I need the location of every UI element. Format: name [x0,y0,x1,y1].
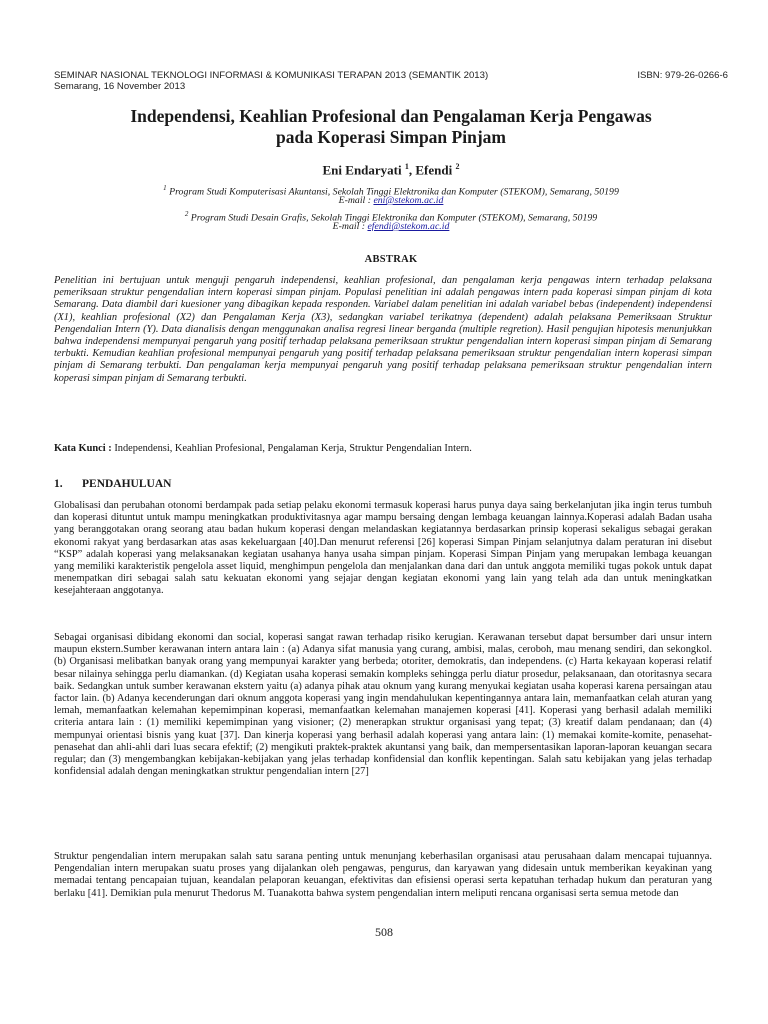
paper-title-line-1: Independensi, Keahlian Profesional dan Pengalaman Kerja Pengawas [130,106,652,126]
keywords-label: Kata Kunci : [54,443,115,454]
email-link[interactable]: eni@stekom.ac.id [373,195,444,206]
affiliation-text: Program Studi Desain Grafis, Sekolah Tinggi Elektronika dan Komputer (STEKOM), Semarang, 50199 [190,212,598,224]
abstract-text: Penelitian ini bertujuan untuk menguji pengaruh independensi, keahlian profesional, dan pengalaman kerja pengawas intern terhadap pelaksana pemeriksaan struktur pengendalian intern koperasi simpan pinjam. Populasi penelitian ini adalah pengawas intern pada koperasi simpan pinjam di kota Semarang. Data diambil dari kuesioner yang dibagikan kepada responden. Variabel dalam penelitian ini adalah variabel bebas (independent) independensi (X1), keahlian profesional (X2) dan Pengalaman Kerja (X3), sedangkan variabel terikatnya (dependent) adalah pelaksana Pemeriksaan Struktur Pengendalian Intern (Y). Data dianalisis dengan menggunakan analisa regresi linear berganda (multiple regretion). Hasil pengujian hipotesis menunjukkan bahwa independensi mempunyai pengaruh yang positif terhadap pelaksana pemeriksaan struktur pengendalian intern koperasi simpan pinjam di Semarang terbukti. Kemudian keahlian profesional mempunyai pengaruh yang positif terhadap pelaksana pemeriksaan struktur pengendalian intern koperasi simpan pinjam di Semarang terbukti. Dan pengalaman kerja mempunyai pengaruh yang positif terhadap pelaksana pemeriksaan struktur pengendalian intern koperasi simpan pinjam di Semarang terbukti. [54,275,712,384]
body-paragraph-3: Struktur pengendalian intern merupakan salah satu sarana penting untuk menunjang keberhasilan organisasi atau perusahaan dalam mencapai tujuannya. Pengendalian intern merupakan suatu proses yang dijalankan oleh pengawas, pengurus, dan karyawan yang didesain untuk memberikan keyakinan yang memadai tentang pencapaian tujuan, keandalan pelaporan keuangan, efektivitas dan efisiensi operasi serta kepatuhan terhadap hukum dan peraturan yang berlaku [41]. Demikian pula menurut Thedorus M. Tuanakotta bahwa system pengendalian intern meliputi rencana organisasi serta semua metode dan [54,851,712,899]
keywords [54,443,728,454]
affiliation-mark: 1 [163,184,167,192]
author-affiliation-mark: 2 [455,162,460,171]
place-date: Semarang, 16 November 2013 [54,81,186,92]
email-label: E-mail : [338,195,374,206]
author-name: Efendi [415,162,453,178]
author-name: Eni Endaryati [322,162,402,178]
section-title: PENDAHULUAN [82,478,172,490]
body-paragraph-2: Sebagai organisasi dibidang ekonomi dan social, koperasi sangat rawan terhadap risiko kerugian. Kerawanan tersebut dapat bersumber dari unsur intern maupun ekstern.Sumber kerawanan intern antara lain : (a) Adanya sifat manusia yang curang, ambisi, malas, ceroboh, mau menang sendiri, dan sekongkol. (b) Organisasi melibatkan banyak orang yang mempunyai karakter yang berbeda; otoriter, demokratis, dan independens. (c) Harta kekayaan koperasi relatif besar nilainya sehingga perlu diamankan. (d) Kegiatan usaha koperasi semakin kompleks sehingga perlu diatur prosedur, pelaksanaan, dan otoritasnya secara baik. Sedangkan untuk sumber kerawanan ekstern yaitu (a) adanya pihak atau oknum yang kurang menyukai kegiatan usaha koperasi karena persaingan atau factor lain. (b) Adanya kecenderungan dari oknum anggota koperasi yang ingin mendahulukan kepentingannya antara lain, memanfaatkan celah aturan yang lemah, memanfaatkan kelemahan kepemimpinan koperasi, memanfaatkan kelemahan manajemen koperasi [41]. Koperasi yang berhasil adalah memiliki criteria antara lain : (1) memiliki kepemimpinan yang visioner; (2) menerapkan struktur organisasi yang tepat; (3) kreatif dalam pendanaan; dan (4) mempunyai orientasi bisnis yang kuat [37]. Dan kinerja koperasi yang berhasil adalah koperasi yang antara lain: (1) memakai komite-komite, penasehat-penasehat dan ahli-ahli dari luas secara efektif; (2) mengikuti praktek-praktek akuntansi yang baik, dan mempersentasikan laporan-laporan keuangan secara regular; dan (3) mengembangkan kebijakan-kebijakan yang jelas terhadap konfidensial dan konflik kepentingan. Salah satu kebijakan yang jelas terhadap konfidensial adalah dengan meningkatkan struktur pengendalian intern [27] [54,632,712,778]
keywords-text: Independensi, Keahlian Profesional, Pengalaman Kerja, Struktur Pengendalian Intern. [114,443,472,454]
author-affiliation-mark: 1 [404,162,409,171]
email-label: E-mail : [332,221,368,232]
body-paragraph-1: Globalisasi dan perubahan otonomi berdampak pada setiap pelaku ekonomi termasuk koperasi harus punya daya saing berkelanjutan jika ingin terus tumbuh dan koperasi dituntut untuk mampu meningkatkan produktivitasnya agar mampu bersaing dengan lembaga keuangan lainnya.Koperasi adalah Badan usaha yang beranggotakan orang seorang atau badan hukum koperasi dengan melandaskan kegiatannya berdasarkan prinsip koperasi sekaligus sebagai gerakan ekonomi rakyat yang berdasarkan atas asas kekeluargaan [40].Dan menurut referensi [26] koperasi Simpan Pinjam selanjutnya dalam peraturan ini disebut “KSP” adalah koperasi yang melaksanakan kegiatan usahanya hanya usaha simpan pinjam. Koperasi Simpan Pinjam yang merupakan lembaga keuangan yang memiliki karakteristik pengelola asset liquid, menghimpun pengelola dan menjalankan dana dari dan untuk anggota memiliki tugas pokok untuk dapat menempatkan diri sebagai salah satu kekuatan ekonomi yang sejajar dengan kegiatan ekonomi yang lain yang telah ada dan untuk meningkatkan kesejahteraan anggotanya. [54,500,712,597]
page-number: 508 [375,925,393,939]
email-line-2 [54,221,728,233]
email-link[interactable]: efendi@stekom.ac.id [367,221,450,232]
author-list [54,162,728,178]
isbn: ISBN: 979-26-0266-6 [637,70,728,81]
seminar-header: SEMINAR NASIONAL TEKNOLOGI INFORMASI & KOMUNIKASI TERAPAN 2013 (SEMANTIK 2013) [54,70,489,81]
affiliation-text: Program Studi Komputerisasi Akuntansi, Sekolah Tinggi Elektronika dan Komputer (STEKOM), Semarang, 50199 [169,186,619,198]
section-number: 1. [54,478,63,490]
affiliation-mark: 2 [184,210,189,218]
abstract-heading: ABSTRAK [364,254,418,265]
email-line-1 [54,195,728,207]
section-heading [54,478,171,490]
paper-title-line-2: pada Koperasi Simpan Pinjam [276,127,506,147]
author-separator: , [408,162,416,178]
